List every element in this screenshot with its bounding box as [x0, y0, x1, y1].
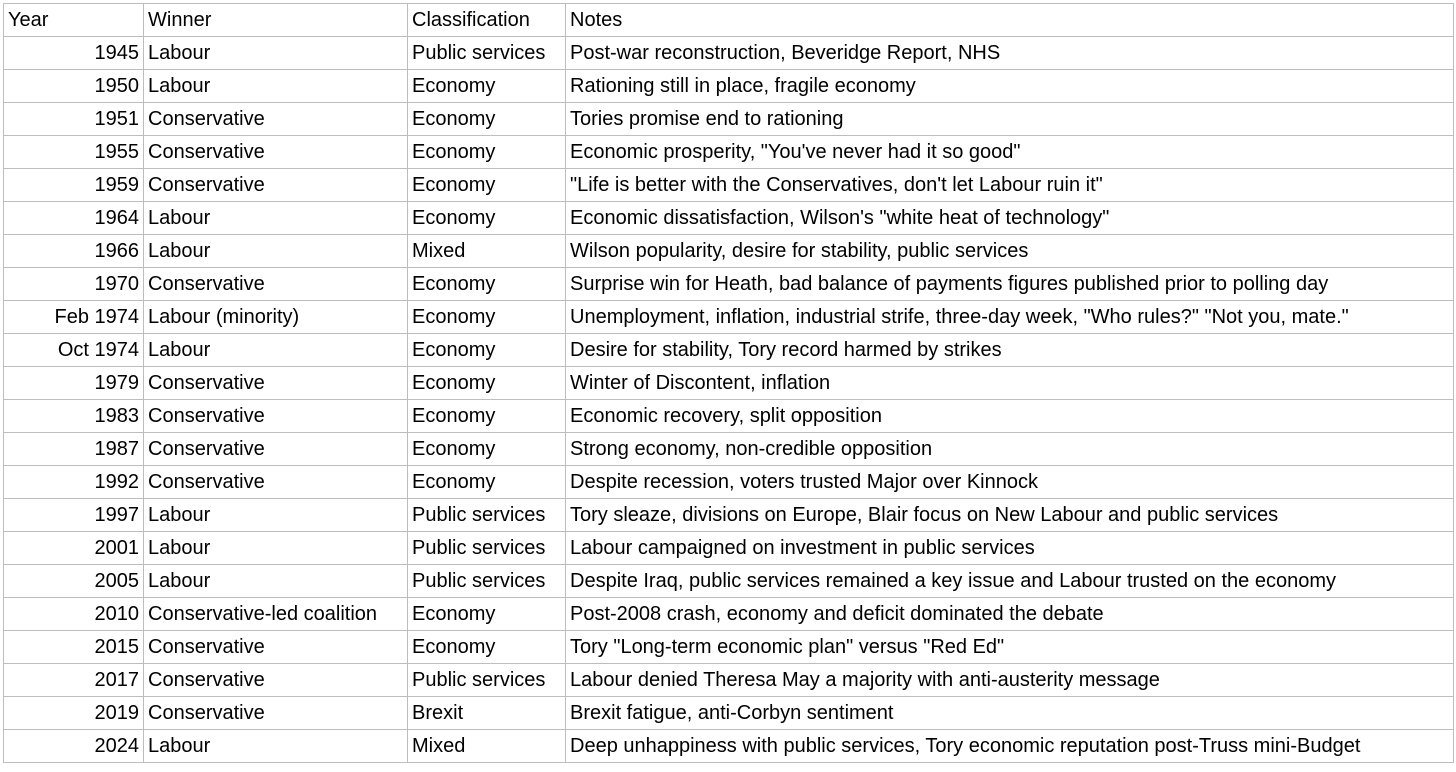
- year-cell[interactable]: 2010: [4, 598, 144, 631]
- notes-cell[interactable]: Wilson popularity, desire for stability, public services: [566, 235, 1454, 268]
- year-cell[interactable]: 1945: [4, 37, 144, 70]
- year-cell[interactable]: 1992: [4, 466, 144, 499]
- classification-cell[interactable]: Economy: [408, 400, 566, 433]
- year-cell[interactable]: 1959: [4, 169, 144, 202]
- table-row: [4, 400, 1454, 433]
- year-cell[interactable]: 2001: [4, 532, 144, 565]
- notes-cell[interactable]: Economic recovery, split opposition: [566, 400, 1454, 433]
- winner-cell[interactable]: Conservative: [144, 631, 408, 664]
- year-cell[interactable]: 2024: [4, 730, 144, 763]
- table-row: [4, 631, 1454, 664]
- classification-cell[interactable]: Mixed: [408, 730, 566, 763]
- table-row: [4, 730, 1454, 763]
- notes-cell[interactable]: Post-war reconstruction, Beveridge Report, NHS: [566, 37, 1454, 70]
- year-cell[interactable]: 2019: [4, 697, 144, 730]
- table-row: [4, 598, 1454, 631]
- notes-cell[interactable]: Desire for stability, Tory record harmed by strikes: [566, 334, 1454, 367]
- year-cell[interactable]: 2017: [4, 664, 144, 697]
- classification-cell[interactable]: Public services: [408, 565, 566, 598]
- notes-cell[interactable]: Economic dissatisfaction, Wilson's "white heat of technology": [566, 202, 1454, 235]
- header-year-cell[interactable]: Year: [4, 4, 144, 37]
- table-row: [4, 532, 1454, 565]
- classification-cell[interactable]: Economy: [408, 301, 566, 334]
- classification-cell[interactable]: Economy: [408, 367, 566, 400]
- winner-cell[interactable]: Conservative: [144, 433, 408, 466]
- notes-cell[interactable]: Economic prosperity, "You've never had it so good": [566, 136, 1454, 169]
- winner-cell[interactable]: Conservative: [144, 169, 408, 202]
- classification-cell[interactable]: Economy: [408, 103, 566, 136]
- year-cell[interactable]: 2005: [4, 565, 144, 598]
- classification-cell[interactable]: Economy: [408, 169, 566, 202]
- table-row: [4, 202, 1454, 235]
- classification-cell[interactable]: Economy: [408, 334, 566, 367]
- year-cell[interactable]: 1966: [4, 235, 144, 268]
- classification-cell[interactable]: Economy: [408, 631, 566, 664]
- notes-cell[interactable]: Tories promise end to rationing: [566, 103, 1454, 136]
- table-row: [4, 70, 1454, 103]
- classification-cell[interactable]: Economy: [408, 70, 566, 103]
- table-row: [4, 334, 1454, 367]
- winner-cell[interactable]: Labour (minority): [144, 301, 408, 334]
- notes-cell[interactable]: Labour campaigned on investment in public services: [566, 532, 1454, 565]
- table-body: [4, 4, 1454, 763]
- year-cell[interactable]: 1951: [4, 103, 144, 136]
- table-row: [4, 367, 1454, 400]
- year-cell[interactable]: 1997: [4, 499, 144, 532]
- notes-cell[interactable]: Post-2008 crash, economy and deficit dominated the debate: [566, 598, 1454, 631]
- table-row: [4, 301, 1454, 334]
- table-row: [4, 103, 1454, 136]
- winner-cell[interactable]: Labour: [144, 730, 408, 763]
- notes-cell[interactable]: Strong economy, non-credible opposition: [566, 433, 1454, 466]
- year-cell[interactable]: Feb 1974: [4, 301, 144, 334]
- classification-cell[interactable]: Public services: [408, 37, 566, 70]
- winner-cell[interactable]: Conservative: [144, 268, 408, 301]
- classification-cell[interactable]: Economy: [408, 268, 566, 301]
- classification-cell[interactable]: Public services: [408, 664, 566, 697]
- year-cell[interactable]: 1979: [4, 367, 144, 400]
- winner-cell[interactable]: Conservative: [144, 367, 408, 400]
- election-table: [3, 3, 1454, 763]
- table-row: [4, 565, 1454, 598]
- classification-cell[interactable]: Economy: [408, 598, 566, 631]
- winner-cell[interactable]: Conservative: [144, 136, 408, 169]
- notes-cell[interactable]: Brexit fatigue, anti-Corbyn sentiment: [566, 697, 1454, 730]
- winner-cell[interactable]: Conservative-led coalition: [144, 598, 408, 631]
- year-cell[interactable]: Oct 1974: [4, 334, 144, 367]
- header-winner-cell[interactable]: Winner: [144, 4, 408, 37]
- winner-cell[interactable]: Labour: [144, 70, 408, 103]
- winner-cell[interactable]: Labour: [144, 334, 408, 367]
- notes-cell[interactable]: Rationing still in place, fragile economy: [566, 70, 1454, 103]
- classification-cell[interactable]: Brexit: [408, 697, 566, 730]
- winner-cell[interactable]: Conservative: [144, 103, 408, 136]
- classification-cell[interactable]: Mixed: [408, 235, 566, 268]
- year-cell[interactable]: 1970: [4, 268, 144, 301]
- table-row: [4, 697, 1454, 730]
- classification-cell[interactable]: Public services: [408, 532, 566, 565]
- year-cell[interactable]: 1950: [4, 70, 144, 103]
- header-classification-cell[interactable]: Classification: [408, 4, 566, 37]
- table-row: [4, 466, 1454, 499]
- year-cell[interactable]: 1983: [4, 400, 144, 433]
- winner-cell[interactable]: Conservative: [144, 400, 408, 433]
- year-cell[interactable]: 2015: [4, 631, 144, 664]
- notes-cell[interactable]: Unemployment, inflation, industrial strife, three-day week, "Who rules?" "Not you, mate.": [566, 301, 1454, 334]
- winner-cell[interactable]: Labour: [144, 202, 408, 235]
- header-notes-cell[interactable]: Notes: [566, 4, 1454, 37]
- notes-cell[interactable]: Winter of Discontent, inflation: [566, 367, 1454, 400]
- notes-cell[interactable]: Tory sleaze, divisions on Europe, Blair focus on New Labour and public services: [566, 499, 1454, 532]
- winner-cell[interactable]: Labour: [144, 235, 408, 268]
- table-row: [4, 433, 1454, 466]
- table-row: [4, 169, 1454, 202]
- year-cell[interactable]: 1987: [4, 433, 144, 466]
- notes-cell[interactable]: Labour denied Theresa May a majority with anti-austerity message: [566, 664, 1454, 697]
- winner-cell[interactable]: Labour: [144, 499, 408, 532]
- winner-cell[interactable]: Conservative: [144, 466, 408, 499]
- classification-cell[interactable]: Economy: [408, 136, 566, 169]
- notes-cell[interactable]: Surprise win for Heath, bad balance of payments figures published prior to polling day: [566, 268, 1454, 301]
- table-row: [4, 136, 1454, 169]
- classification-cell[interactable]: Economy: [408, 202, 566, 235]
- notes-cell[interactable]: Tory "Long-term economic plan" versus "Red Ed": [566, 631, 1454, 664]
- winner-cell[interactable]: Labour: [144, 532, 408, 565]
- winner-cell[interactable]: Conservative: [144, 697, 408, 730]
- table-row: [4, 664, 1454, 697]
- notes-cell[interactable]: "Life is better with the Conservatives, don't let Labour ruin it": [566, 169, 1454, 202]
- table-row: [4, 37, 1454, 70]
- table-row: [4, 268, 1454, 301]
- year-cell[interactable]: 1964: [4, 202, 144, 235]
- classification-cell[interactable]: Economy: [408, 433, 566, 466]
- classification-cell[interactable]: Economy: [408, 466, 566, 499]
- year-cell[interactable]: 1955: [4, 136, 144, 169]
- winner-cell[interactable]: Conservative: [144, 664, 408, 697]
- notes-cell[interactable]: Despite Iraq, public services remained a key issue and Labour trusted on the economy: [566, 565, 1454, 598]
- table-row: [4, 235, 1454, 268]
- notes-cell[interactable]: Despite recession, voters trusted Major over Kinnock: [566, 466, 1454, 499]
- winner-cell[interactable]: Labour: [144, 565, 408, 598]
- table-row: [4, 499, 1454, 532]
- notes-cell[interactable]: Deep unhappiness with public services, Tory economic reputation post-Truss mini-Budget: [566, 730, 1454, 763]
- classification-cell[interactable]: Public services: [408, 499, 566, 532]
- header-row: [4, 4, 1454, 37]
- winner-cell[interactable]: Labour: [144, 37, 408, 70]
